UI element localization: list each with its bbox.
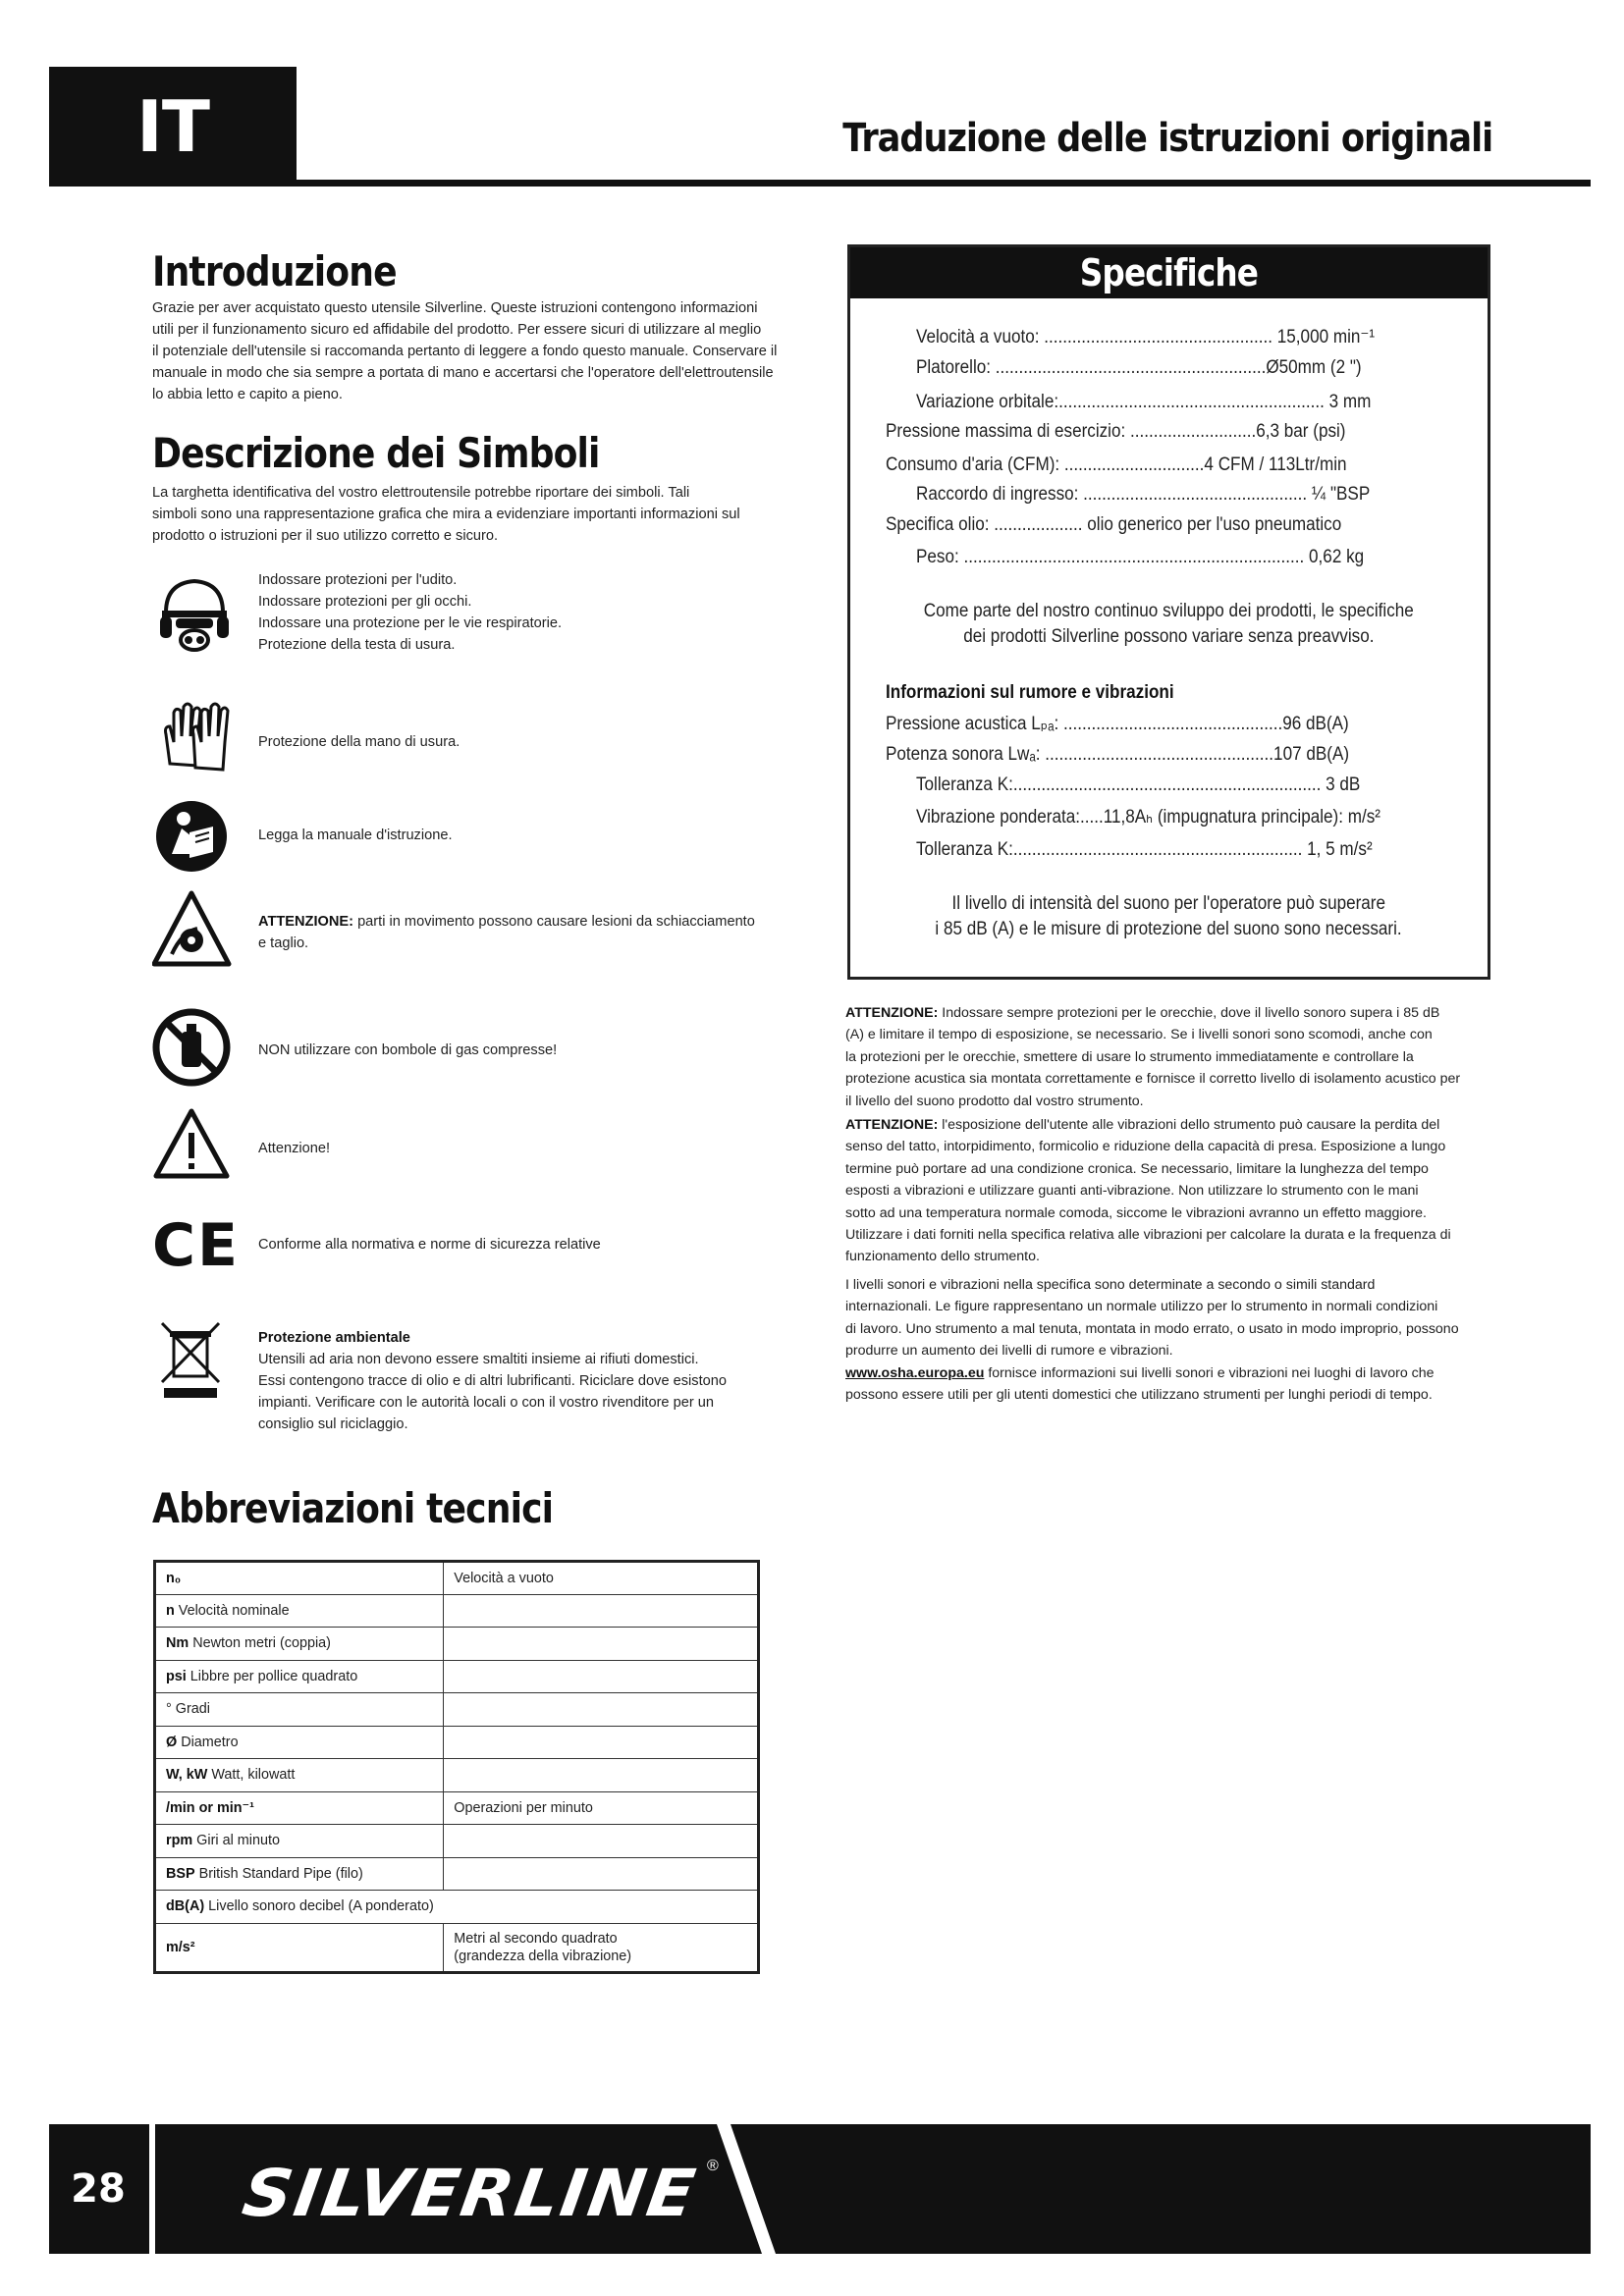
hearing-warning: ATTENZIONE: Indossare sempre protezioni per le orecchie, dove il livello sonoro supera i 85 dB (A) e limitare il tempo di esposizione, se necessario. Se i livelli sonori sono scomodi, anche con la protezioni per le orecchie, smettere di usare lo strumento immediatamente e controllare la protezione acustica sia montata correttamente e fornisce il corretto livello di isolamento acustico per il livello del suono prodotto dal vostro strumento. [845,1005,1461,1109]
noise-line: Tolleranza K:.................................................................. 3 dB [916,774,1361,795]
noise-line: Pressione acustica Lₚₐ: ...............................................96 dB(A) [886,714,1349,734]
abbreviations-table [153,1560,760,1974]
spec-line: Velocità a vuoto: ................................................. 15,000 min⁻¹ [916,327,1376,347]
noise-notice: Il livello di intensità del suono per l'operatore può superare i 85 dB (A) e le misure di protezione del suono sono necessari. [935,893,1403,939]
language-code: IT [136,85,209,168]
registered-mark: ® [707,2158,719,2174]
page-number: 28 [71,2166,126,2212]
table-row: /min or min⁻¹ Operazioni per minuto [155,1791,759,1825]
ppe-head-icon [152,573,237,658]
table-row: Nm Newton metri (coppia) [155,1628,759,1661]
intro-line: lo abbia letto e capito a pieno. [152,387,343,402]
warning-triangle-icon [152,1105,237,1190]
symbols-intro [152,482,800,547]
table-row: psi Libbre per pollice quadrato [155,1660,759,1693]
footer-slash-decoration [717,2124,776,2254]
specs-change-notice: Come parte del nostro continuo sviluppo dei prodotti, le specifiche dei prodotti Silverline possono variare senza preavviso. [923,601,1415,647]
intro-line: manuale in modo che sia sempre a portata di mano e accertarsi che l'operatore dell'elettroutensile [152,365,774,381]
symbols-intro-line: La targhetta identificativa del vostro elettroutensile potrebbe riportare dei simboli. Tali [152,485,690,501]
table-row: rpm Giri al minuto [155,1825,759,1858]
read-manual-icon [152,797,237,881]
spec-line: Pressione massima di esercizio: ...........................6,3 bar (psi) [886,421,1346,442]
spec-line: Specifica olio: ................... olio generico per l'uso pneumatico [886,514,1342,535]
no-gas-cylinder-icon [152,1008,237,1093]
symbols-heading: Descrizione dei Simboli [152,429,600,477]
noise-line: Tolleranza K:.............................................................. 1, 5 m/s² [916,839,1373,860]
language-tab [49,67,297,187]
table-row: BSP British Standard Pipe (filo) [155,1857,759,1891]
table-row: n Velocità nominale [155,1594,759,1628]
specifications-box [847,244,1490,980]
table-row: W, kW Watt, kilowatt [155,1759,759,1792]
moving-parts-description: ATTENZIONE: parti in movimento possono causare lesioni da schiacciamento e taglio. [258,914,755,951]
spec-line: Consumo d'aria (CFM): ..............................4 CFM / 113Ltr/min [886,454,1347,475]
intro-heading: Introduzione [152,247,397,295]
silverline-logo: SILVERLINE [238,2156,702,2231]
noise-vibration-heading: Informazioni sul rumore e vibrazioni [886,682,1174,703]
weee-bin-icon [152,1317,237,1402]
manual-description: Legga la manuale d'istruzione. [258,828,453,843]
gloves-description: Protezione della mano di usura. [258,734,460,750]
table-row: ° Gradi [155,1693,759,1727]
moving-parts-warning-icon [152,889,237,974]
symbols-intro-line: prodotto o istruzioni per il suo utilizzo corretto e sicuro. [152,528,499,544]
table-row: n₀ Velocità a vuoto [155,1562,759,1595]
osha-link[interactable]: www.osha.europa.eu [845,1364,985,1381]
standards-paragraph: I livelli sonori e vibrazioni nella specifica sono determinate a secondo o simili standard internazionali. Le figure rappresentano un normale utilizzo per lo strumento in normali condizioni di lavoro. Uno strumento a mal tenuta, montata in modo errato, o usato in modo improprio, possono produrre un aumento dei livelli di rumore e vibrazioni. www.osha.europa.eu fornisce informazioni sui livelli sonori e vibrazioni nei luoghi di lavoro che possono essere utili per gli utenti domestici che utilizzano strumenti per lunghi periodi di tempo. [845,1277,1459,1404]
spec-line: Peso: ......................................................................... 0,62 kg [916,547,1365,567]
intro-line: utili per il funzionamento sicuro ed affidabile del prodotto. Per essere sicuri di utilizzare al meglio [152,322,762,338]
spec-line: Platorello: ..........................................................Ø50mm (2 ") [916,357,1362,378]
intro-line: Grazie per aver acquistato questo utensile Silverline. Queste istruzioni contengono informazioni [152,300,758,316]
table-row: Ø Diametro [155,1726,759,1759]
warning-description: Attenzione! [258,1141,331,1156]
table-row: m/s² Metri al secondo quadrato (grandezza della vibrazione) [155,1923,759,1972]
environment-description: Protezione ambientale Utensili ad aria non devono essere smaltiti insieme ai rifiuti domestici. Essi contengono tracce di olio e di altri lubrificanti. Riciclare dove esistono impianti. Verificare con le autorità locali o con il vostro rivenditore per un consiglio sul riciclaggio. [258,1330,727,1432]
symbols-intro-line: simboli sono una rappresentazione grafica che mira a evidenziare importanti informazioni sul [152,507,740,522]
gloves-icon [152,695,237,779]
spec-line: Raccordo di ingresso: ................................................ ¼ "BSP [916,484,1371,505]
specifications-heading: Specifiche [850,247,1488,298]
page-title: Traduzione delle istruzioni originali [842,116,1492,161]
spec-line: Variazione orbitale:......................................................... 3 mm [916,392,1372,412]
noise-line: Vibrazione ponderata:.....11,8Aₕ (impugnatura principale): m/s² [916,807,1380,828]
abbreviations-heading: Abbreviazioni tecnici [152,1484,554,1532]
ce-description: Conforme alla normativa e norme di sicurezza relative [258,1237,601,1253]
intro-line: il potenziale dell'utensile si raccomanda pertanto di leggere a fondo questo manuale. Conservare il [152,344,778,359]
intro-paragraph [152,297,800,405]
gas-description: NON utilizzare con bombole di gas compresse! [258,1042,558,1058]
vibration-warning: ATTENZIONE: l'esposizione dell'utente alle vibrazioni dello strumento può causare la perdita del senso del tatto, intorpidimento, formicolio e riduzione della capacità di presa. Esposizione a lungo termine può portare ad una condizione cronica. Se necessario, limitare la lunghezza del tempo esposti a vibrazioni e utilizzare guanti anti-vibrazione. Non utilizzare lo strumento con le mani sotto ad una temperatura normale comoda, siccome le vibrazioni avranno un effetto maggiore. Utilizzare i dati forniti nella specifica relativa alle vibrazioni per calcolare la durata e la frequenza di funzionamento dello strumento. [845,1117,1451,1265]
header-rule [49,180,1591,187]
ce-mark-icon: CE [152,1211,241,1280]
footer-divider [149,2124,155,2254]
ppe-description: Indossare protezioni per l'udito. Indossare protezioni per gli occhi. Indossare una protezione per le vie respiratorie. Protezione della testa di usura. [258,572,563,653]
table-row: dB(A) Livello sonoro decibel (A ponderato) [155,1891,759,1924]
noise-line: Potenza sonora Lᴡₐ: .................................................107 dB(A) [886,744,1350,765]
